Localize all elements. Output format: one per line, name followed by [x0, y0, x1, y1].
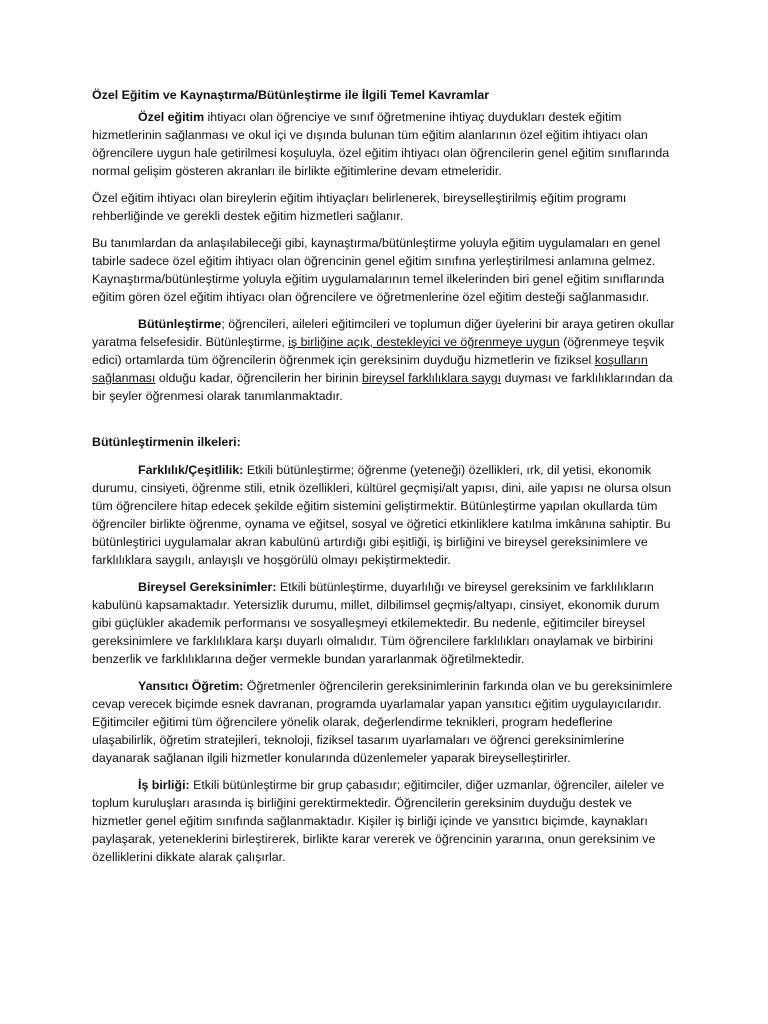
- principle-farklilik: [92, 461, 680, 569]
- document-page: [92, 86, 680, 875]
- paragraph-butunlestirme: [92, 315, 680, 405]
- paragraph-tanimlar: Bu tanımlardan da anlaşılabileceği gibi, kaynaştırma/bütünleştirme yoluyla eğitim uygulamaları en genel tabirle sadece özel eğitim ihtiyacı olan öğrencinin genel eğitim sınıfına yerleştirilmesi anlamına gelmez. Kaynaştırma/bütünleştirme yoluyla eğitim uygulamalarının temel ilkelerinden biri genel eğitim sınıflarında eğitim gören özel eğitim ihtiyacı olan öğrencilere ve öğretmenlerine özel eğitim desteği sağlanmasıdır.: [92, 236, 665, 304]
- paragraph-bireysellestirilmis: Özel eğitim ihtiyacı olan bireylerin eğitim ihtiyaçları belirlenerek, bireyselleştirilmiş eğitim programı rehberliğinde ve gerekli destek eğitim hizmetleri sağlanır.: [92, 191, 627, 223]
- paragraph-ozel-egitim: [92, 108, 680, 180]
- principle-bireysel-gereksinimler: [92, 578, 680, 668]
- principle-term: Bireysel Gereksinimler:: [138, 580, 277, 594]
- principle-text: Öğretmenler öğrencilerin gereksinimlerinin farkında olan ve bu gereksinimlere cevap verecek biçimde esnek davranan, programda uyarlamalar yapan yansıtıcı eğitim uygulayıcılarıdır. Eğitimciler eğitimi tüm öğrencilere yönelik olarak, değerlendirme teknikleri, program hedeflerine ulaşabilirlik, öğretim stratejileri, teknoloji, fiziksel tasarım uyarlamaları ve öğrenci gereksinimlerine dayanarak sağlanan ilgili hizmetler konularında düzenlemeler yaparak bireyselleştirirler.: [92, 679, 673, 765]
- principle-term: Yansıtıcı Öğretim:: [138, 679, 244, 693]
- underlined-phrase: koşulların sağlanması: [92, 353, 648, 385]
- underlined-phrase: iş birliğine açık, destekleyici ve öğrenmeye uygun: [288, 335, 560, 349]
- principle-text: Etkili bütünleştirme; öğrenme (yeteneği) özellikleri, ırk, dil yetisi, ekonomik durumu, cinsiyeti, öğrenme stili, etnik özellikleri, kültürel geçmişi/alt yapısı, dini, aile yapısı ne olursa olsun tüm öğrencilere hitap edecek şekilde eğitim sistemini geliştirmektir. Bütünleştirme yapılan okullarda tüm öğrenciler birlikte öğrenme, oynama ve eğitsel, sosyal ve öğretici etkinliklere katılma imkânına sahiptir. Bu bütünleştirici uygulamalar akran kabulünü artırdığı gibi eşitliği, iş birliğini ve bireysel gereksinimlere ve farklılıklara saygılı, anlayışlı ve hoşgörülü olmayı pekiştirmektedir.: [92, 463, 672, 567]
- principle-text: Etkili bütünleştirme bir grup çabasıdır; eğitimciler, diğer uzmanlar, öğrenciler, aileler ve toplum kuruluşları arasında iş birliğini gerektirmektedir. Öğrencilerin gereksinim duyduğu destek ve hizmetler genel eğitim sınıfında sağlanmaktadır. Kişiler iş birliği içinde ve yansıtıcı biçimde, kaynakları paylaşarak, yeteneklerini birleştirerek, birlikte karar vererek ve öğrencinin yararına, onun gereksinim ve özelliklerini dikkate alarak çalışırlar.: [92, 778, 665, 864]
- paragraph-text: ihtiyacı olan öğrenciye ve sınıf öğretmenine ihtiyaç duydukları destek eğitim hizmetlerinin sağlanması ve okul içi ve dışında bulunan tüm eğitim alanlarının özel eğitim ihtiyacı olan öğrencilere uygun hale getirilmesi koşuluyla, özel eğitim ihtiyacı olan öğrencilerin genel eğitim sınıflarında normal gelişim gösteren akranları ile birlikte eğitimlerine devam etmeleridir.: [92, 110, 670, 178]
- principle-is-birligi: [92, 776, 680, 866]
- term-ozel-egitim: Özel eğitim: [138, 110, 205, 124]
- principle-term: Farklılık/Çeşitlilik:: [138, 463, 244, 477]
- paragraph-text: (öğrenmeye teşvik edici) ortamlarda tüm öğrencilerin öğrenmek için gereksinim duyduğu hizmetlerin ve fiziksel: [92, 335, 665, 367]
- principle-text: Etkili bütünleştirme, duyarlılığı ve bireysel gereksinim ve farklılıkların kabulünü kapsamaktadır. Yetersizlik durumu, millet, dilbilimsel geçmiş/altyapı, cinsiyet, ekonomik durum gibi güçlükler akademik performansı ve sosyalleşmeyi etkilemektedir. Bu nedenle, eğitimciler bireysel gereksinimlere ve farklılıklara karşı duyarlı olmalıdır. Tüm öğrencilere farklılıkları onaylamak ve birbirini benzerlik ve farklılıklarına değer vermekle bundan yararlanmak öğretilmektedir.: [92, 580, 660, 666]
- underlined-phrase: bireysel farklılıklara saygı: [362, 371, 502, 385]
- section-heading: Bütünleştirmenin ilkeleri:: [92, 435, 241, 449]
- paragraph-text: duyması ve farklılıklarından da bir şeyler öğrenmesi olarak tanımlanmaktadır.: [92, 371, 673, 403]
- paragraph-text: olduğu kadar, öğrencilerin her birinin: [155, 371, 363, 385]
- principle-yansitici-ogretim: [92, 677, 680, 767]
- document-title: Özel Eğitim ve Kaynaştırma/Bütünleştirme ile İlgili Temel Kavramlar: [92, 88, 490, 102]
- term-butunlestirme: Bütünleştirme: [138, 317, 222, 331]
- principle-term: İş birliği:: [138, 778, 190, 792]
- paragraph-text: ; öğrencileri, aileleri eğitimcileri ve toplumun diğer üyelerini bir araya getiren okullar yaratma felsefesidir. Bütünleştirme,: [92, 317, 675, 349]
